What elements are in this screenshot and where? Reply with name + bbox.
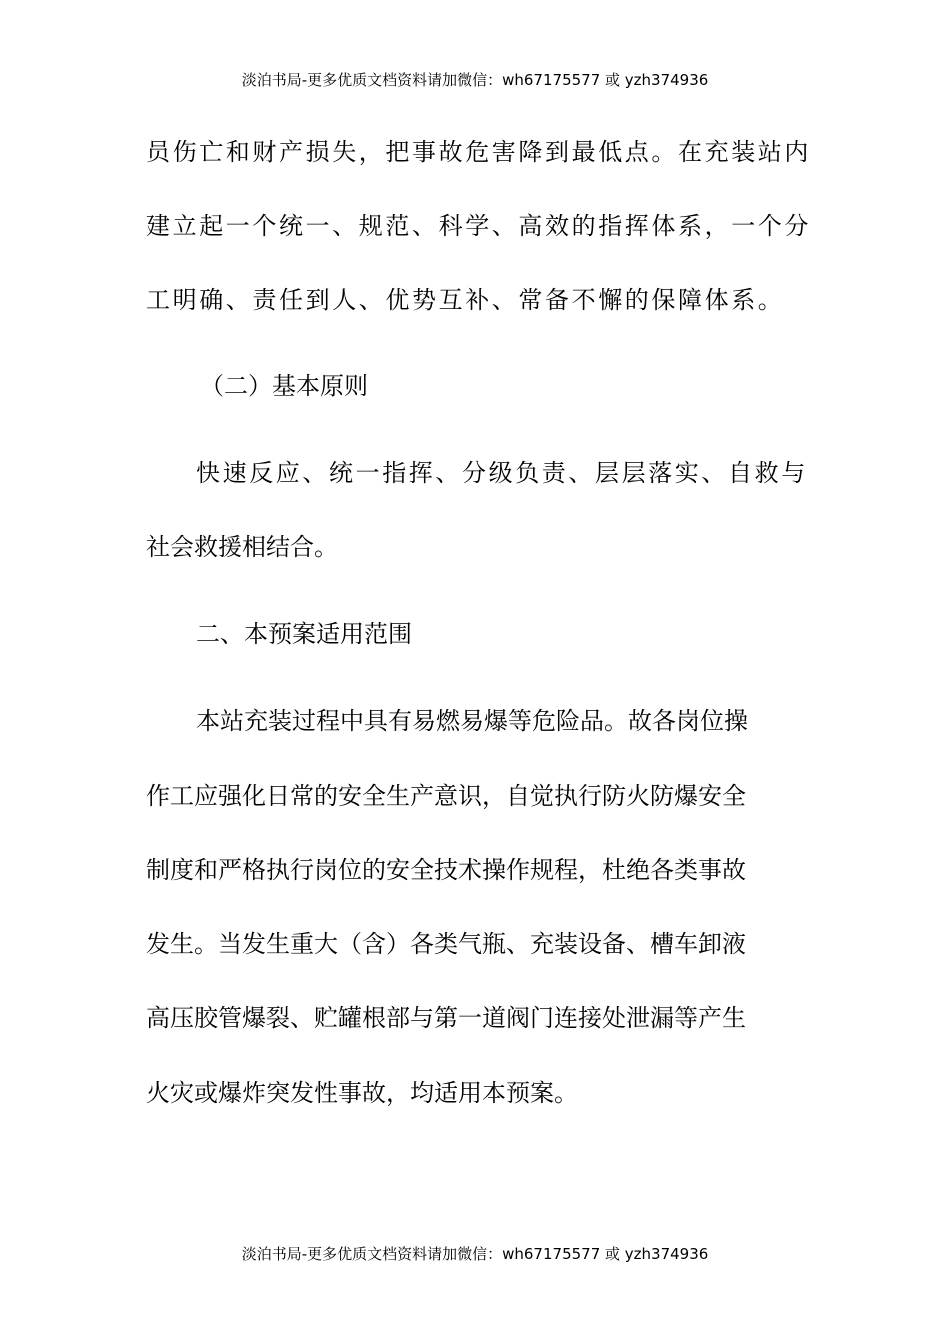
section-heading: （二）基本原则 — [200, 372, 368, 400]
body-line: 本站充装过程中具有易燃易爆等危险品。故各岗位操 — [196, 707, 748, 735]
page-footer: 淡泊书局-更多优质文档资料请加微信：wh67175577 或 yzh374936 — [241, 1245, 709, 1263]
body-line: 制度和严格执行岗位的安全技术操作规程，杜绝各类事故 — [146, 856, 746, 884]
page-header: 淡泊书局-更多优质文档资料请加微信：wh67175577 或 yzh374936 — [241, 71, 709, 89]
section-heading: 二、本预案适用范围 — [196, 620, 412, 648]
body-line: 火灾或爆炸突发性事故，均适用本预案。 — [146, 1079, 578, 1107]
body-line: 发生。当发生重大（含）各类气瓶、充装设备、槽车卸液 — [146, 930, 746, 958]
body-line: 高压胶管爆裂、贮罐根部与第一道阀门连接处泄漏等产生 — [146, 1004, 746, 1032]
body-line: 社会救援相结合。 — [146, 533, 338, 561]
body-line: 建立起一个统一、规范、科学、高效的指挥体系，一个分 — [146, 212, 811, 240]
body-line: 工明确、责任到人、优势互补、常备不懈的保障体系。 — [146, 286, 785, 314]
body-line: 员伤亡和财产损失，把事故危害降到最低点。在充装站内 — [146, 138, 811, 166]
body-line: 快速反应、统一指挥、分级负责、层层落实、自救与 — [196, 459, 808, 487]
body-line: 作工应强化日常的安全生产意识，自觉执行防火防爆安全 — [146, 782, 746, 810]
